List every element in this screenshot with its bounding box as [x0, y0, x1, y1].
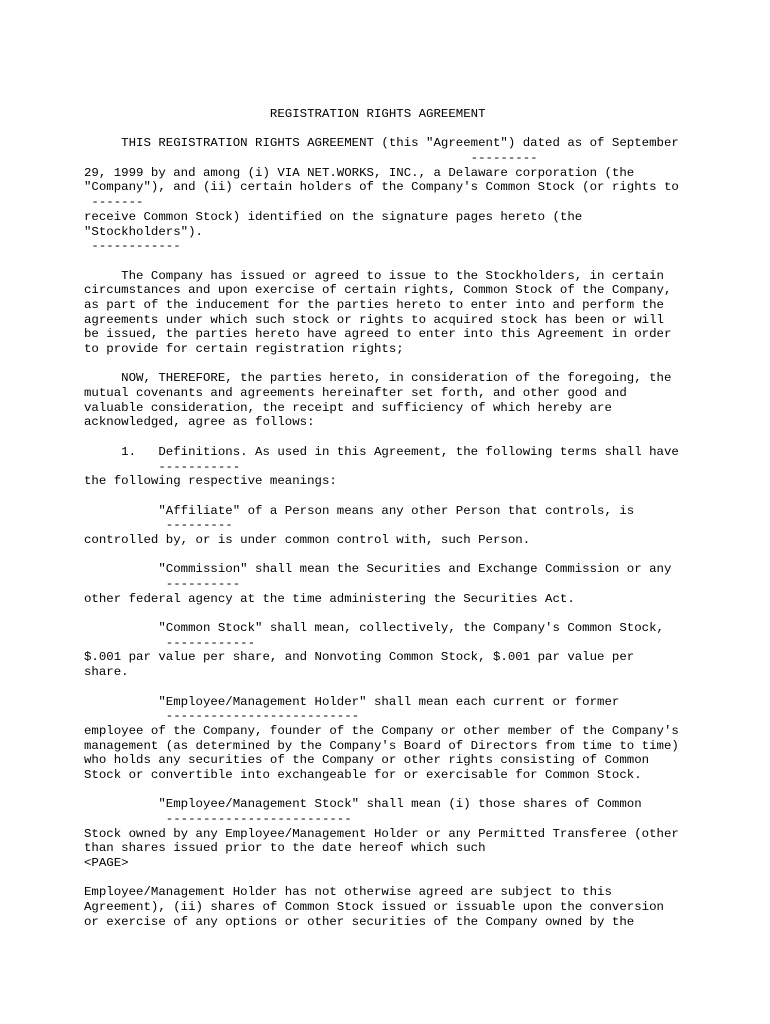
underline-marker: ------------ [84, 635, 256, 650]
underline-marker: ------------------------- [84, 812, 352, 826]
text-line: or exercise of any options or other securities of the Company owned by the [84, 914, 635, 929]
text-line: "Employee/Management Stock" shall mean (i) those shares of Common [84, 797, 642, 812]
text-line: employee of the Company, founder of the Company or other member of the Company's [84, 723, 679, 738]
text-line: $.001 par value per share, and Nonvoting Common Stock, $.001 par value per [84, 650, 635, 665]
text-line: "Affiliate" of a Person means any other Person that controls, is [84, 503, 635, 518]
text-line: The Company has issued or agreed to issue to the Stockholders, in certain [84, 268, 664, 283]
underline-marker: ------------ [84, 239, 181, 254]
document-title: REGISTRATION RIGHTS AGREEMENT [84, 107, 486, 121]
text-line: "Stockholders"). [84, 224, 203, 239]
blank-line [84, 489, 679, 504]
text-line: agreements under which such stock or rights to acquired stock has been or will [84, 312, 664, 327]
document-body [84, 107, 679, 930]
underline-marker: -------------------------- [84, 709, 360, 724]
text-line: share. [84, 665, 129, 680]
blank-line [84, 606, 679, 621]
underline-marker: ----------- [84, 459, 241, 474]
text-line: THIS REGISTRATION RIGHTS AGREEMENT (this "Agreement") dated as of September [84, 136, 679, 151]
text-line: circumstances and upon exercise of certain rights, Common Stock of the Company, [84, 283, 672, 298]
text-line: who holds any securities of the Company or other rights consisting of Common [84, 753, 650, 768]
text-line: Stock owned by any Employee/Management Holder or any Permitted Transferee (other [84, 826, 679, 841]
underline-marker: --------- [84, 518, 233, 533]
blank-line [84, 122, 679, 137]
text-line: controlled by, or is under common control with, such Person. [84, 532, 531, 547]
blank-line [84, 680, 679, 695]
text-line: Agreement), (ii) shares of Common Stock issued or issuable upon the conversion [84, 900, 664, 915]
text-line: other federal agency at the time administering the Securities Act. [84, 591, 575, 606]
text-line: "Employee/Management Holder" shall mean each current or former [84, 694, 620, 709]
text-line: "Common Stock" shall mean, collectively, the Company's Common Stock, [84, 621, 664, 636]
text-line: acknowledged, agree as follows: [84, 415, 315, 430]
text-line: to provide for certain registration rights; [84, 342, 404, 356]
blank-line [84, 871, 679, 886]
text-line: the following respective meanings: [84, 474, 337, 489]
text-line: 29, 1999 by and among (i) VIA NET.WORKS, INC., a Delaware corporation (the [84, 165, 635, 180]
blank-line [84, 357, 679, 372]
underline-marker: --------- [84, 151, 538, 166]
text-line: be issued, the parties hereto have agreed to enter into this Agreement in order [84, 327, 672, 342]
text-line: 1. Definitions. As used in this Agreement, the following terms shall have [84, 444, 679, 459]
text-line: valuable consideration, the receipt and sufficiency of which hereby are [84, 400, 612, 415]
text-line: mutual covenants and agreements hereinafter set forth, and other good and [84, 386, 627, 401]
text-line: "Company"), and (ii) certain holders of the Company's Common Stock (or rights to [84, 180, 679, 195]
text-line: Stock or convertible into exchangeable for or exercisable for Common Stock. [84, 767, 642, 782]
text-line: than shares issued prior to the date hereof which such [84, 841, 486, 856]
blank-line [84, 254, 679, 269]
underline-marker: ------- [84, 195, 144, 210]
text-line: as part of the inducement for the parties hereto to enter into and perform the [84, 297, 664, 312]
blank-line [84, 548, 679, 563]
underline-marker: ---------- [84, 577, 241, 591]
blank-line [84, 783, 679, 798]
text-line: management (as determined by the Company's Board of Directors from time to time) [84, 738, 679, 753]
blank-line [84, 430, 679, 445]
text-line: receive Common Stock) identified on the signature pages hereto (the [84, 209, 583, 224]
page-break-marker: <PAGE> [84, 856, 129, 871]
text-line: "Commission" shall mean the Securities and Exchange Commission or any [84, 562, 672, 577]
text-line: Employee/Management Holder has not otherwise agreed are subject to this [84, 885, 612, 900]
text-line: NOW, THEREFORE, the parties hereto, in consideration of the foregoing, the [84, 371, 672, 386]
